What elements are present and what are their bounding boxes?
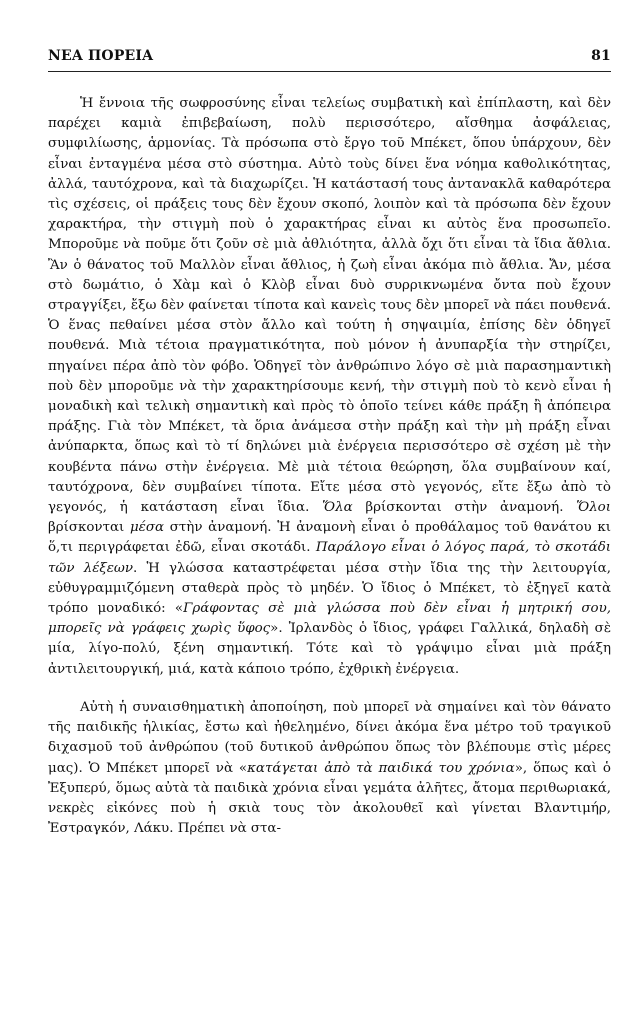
italic-text-segment: μέσα bbox=[129, 520, 165, 536]
text-segment: ». Ἰρλανδὸς ὁ ἴδιος, γράφει Γαλλικά, δηλαδὴ σὲ μία, λίγο-πολύ, ξένη σημαντική. Τότε καὶ τὸ γράψιμο εἶναι μιὰ πράξη ἀντιλειτουργική, μιά, κατὰ κάποιο τρόπο, ἐχθρικὴ ἐνέργεια. bbox=[48, 621, 612, 677]
italic-text-segment: Ὅλα bbox=[322, 500, 353, 516]
italic-text-segment: κατάγεται ἀπὸ τὰ παιδικά του χρόνια bbox=[247, 760, 515, 776]
header-rule bbox=[48, 71, 611, 72]
italic-text-segment: Παράλογο εἶναι ὁ λόγος παρά, τὸ σκοτάδι τῶν λέξεων bbox=[48, 540, 612, 576]
text-segment: βρίσκονται στὴν ἀναμονή. bbox=[352, 500, 577, 516]
italic-text-segment: Γράφοντας σὲ μιὰ γλώσσα ποὺ δὲν εἶναι ἡ μητρική σου, μπορεῖς νὰ γράφεις χωρὶς ὕφος bbox=[48, 601, 611, 637]
text-segment: . Ἡ γλώσσα καταστρέφεται μέσα στὴν ἴδια της τὴν λειτουργία, εὐθυγραμμιζόμενη σταθερὰ πρὸς τὸ μηδέν. Ὁ ἴδιος ὁ Μπέκετ, τὸ ἐξηγεῖ κατὰ τρόπο μοναδικό: « bbox=[48, 560, 611, 617]
text-segment: στὴν ἀναμονή. Ἡ ἀναμονὴ εἶναι ὁ προθάλαμος τοῦ θανάτου κι ὅ,τι περιγράφεται ἐδῶ, εἶναι σκοτάδι. bbox=[48, 520, 611, 556]
text-segment: Αὐτὴ ἡ συναισθηματικὴ ἀποποίηση, ποὺ μπορεῖ νὰ σημαίνει καὶ τὸν θάνατο τῆς παιδικῆς ἡλικίας, ἔστω καὶ ἠθελημένο, δίνει ἀκόμα ἕνα μέτρο τοῦ τραγικοῦ διχασμοῦ τοῦ ἀνθρώπου (τοῦ δυτικοῦ ἀνθρώπου ὅπως τὸν βλέπουμε στὶς μέρες μας). Ὁ Μπέκετ μπορεῖ νὰ « bbox=[48, 699, 611, 776]
body-paragraph-2 bbox=[48, 698, 611, 839]
running-header bbox=[48, 48, 611, 64]
text-segment: Ἡ ἔννοια τῆς σωφροσύνης εἶναι τελείως συμβατικὴ καὶ ἐπίπλαστη, καὶ δὲν παρέχει καμιὰ ἐπιβεβαίωση, πολὺ περισσότερο, αἴσθημα ἀσφάλειας, συμφιλίωσης, ἁρμονίας. Τὰ πρόσωπα στὸ ἔργο τοῦ Μπέκετ, ὅπου ὑπάρχουν, δὲν εἶναι ἐνταγμένα μέσα στὸ σύστημα. Αὐτὸ τοὺς δίνει ἕνα νόημα καθολικότητας, ἀλλά, ταυτόχρονα, καὶ τὰ διαχωρίζει. Ἡ κατάστασή τους ἀντανακλᾶ καθαρότερα τὶς σχέσεις, οἱ πράξεις τους δὲν ἔχουν σκοπό, λοιπὸν καὶ τὰ πρόσωπα δὲν ἔχουν χαρακτήρα, τὴν στιγμὴ ποὺ ὁ χαρακτήρας εἶναι κι αὐτὸς ἕνα προσωπεῖο. Μποροῦμε νὰ ποῦμε ὅτι ζοῦν σὲ μιὰ ἀθλιότητα, ἀλλὰ ὄχι ὅτι εἶναι τὰ ἴδια ἄθλια. Ἂν ὁ θάνατος τοῦ Μαλλὸν εἶναι ἄθλιος, ἡ ζωὴ εἶναι ἀκόμα πιὸ ἄθλια. Ἄν, μέσα στὸ δωμάτιο, ὁ Χὰμ καὶ ὁ Κλὸβ εἶναι δυὸ συρρικνωμένα ὄντα ποὺ ἔχουν στραγγίξει, ἔξω δὲν φαίνεται τίποτα καὶ κανεὶς τους δὲν μπορεῖ νὰ πάει πουθενά. Ὁ ἕνας πεθαίνει μέσα στὸν ἄλλο καὶ τούτη ἡ σηψαιμία, ἐπίσης δὲν ὁδηγεῖ πουθενά. Μιὰ τέτοια πραγματικότητα, ποὺ μόνον ἡ ἀνυπαρξία τὴν στηρίζει, πηγαίνει πέρα ἀπὸ τὸν φόβο. Ὁδηγεῖ τὸν ἀνθρώπινο λόγο σὲ μιὰ παρασημαντικὴ ποὺ δὲν μποροῦμε νὰ τὴν χαρακτηρίσουμε κενή, τὴν στιγμὴ ποὺ τὸ κενὸ εἶναι ἡ μοναδικὴ καὶ τελικὴ σημαντικὴ καὶ πρὸς τὸ ὁποῖο τείνει κάθε πράξη ἢ ἀπόπειρα πράξης. Γιὰ τὸν Μπέκετ, τὰ ὅρια ἀνάμεσα στὴν πράξη καὶ τὴν μὴ πράξη εἶναι ἀνύπαρκτα, ὅπως καὶ τὸ τί δηλώνει μιὰ ἐνέργεια περισσότερο σὲ σχέση μὲ τὴν κουβέντα πάνω στὴν ἐνέργεια. Μὲ μιὰ τέτοια θεώρηση, ὅλα συμβαίνουν καί, ταυτόχρονα, δὲν συμβαίνει τίποτα. Εἴτε μέσα στὸ γεγονός, εἴτε ἔξω ἀπὸ τὸ γεγονός, ἡ κατάσταση εἶναι ἴδια. bbox=[48, 96, 611, 516]
journal-title: ΝΕΑ ΠΟΡΕΙΑ bbox=[48, 48, 154, 64]
body-paragraph-1 bbox=[48, 94, 611, 680]
page-number: 81 bbox=[591, 48, 611, 64]
italic-text-segment: Ὅλοι bbox=[576, 500, 611, 516]
paragraph-gap bbox=[48, 680, 611, 698]
text-segment: », ὅπως καὶ ὁ Ἐξυπερύ, ὅμως αὐτὰ τὰ παιδικὰ χρόνια εἶναι γεμάτα ἀλῆτες, ἄτομα περιθωριακά, νεκρὲς εἰκόνες ποὺ ἡ σκιὰ τους τὸν ἀκολουθεῖ καὶ γίνεται Βλαντιμήρ, Ἐστραγκόν, Λάκυ. Πρέπει νὰ στα- bbox=[48, 760, 611, 837]
text-segment: βρίσκονται bbox=[48, 520, 130, 536]
